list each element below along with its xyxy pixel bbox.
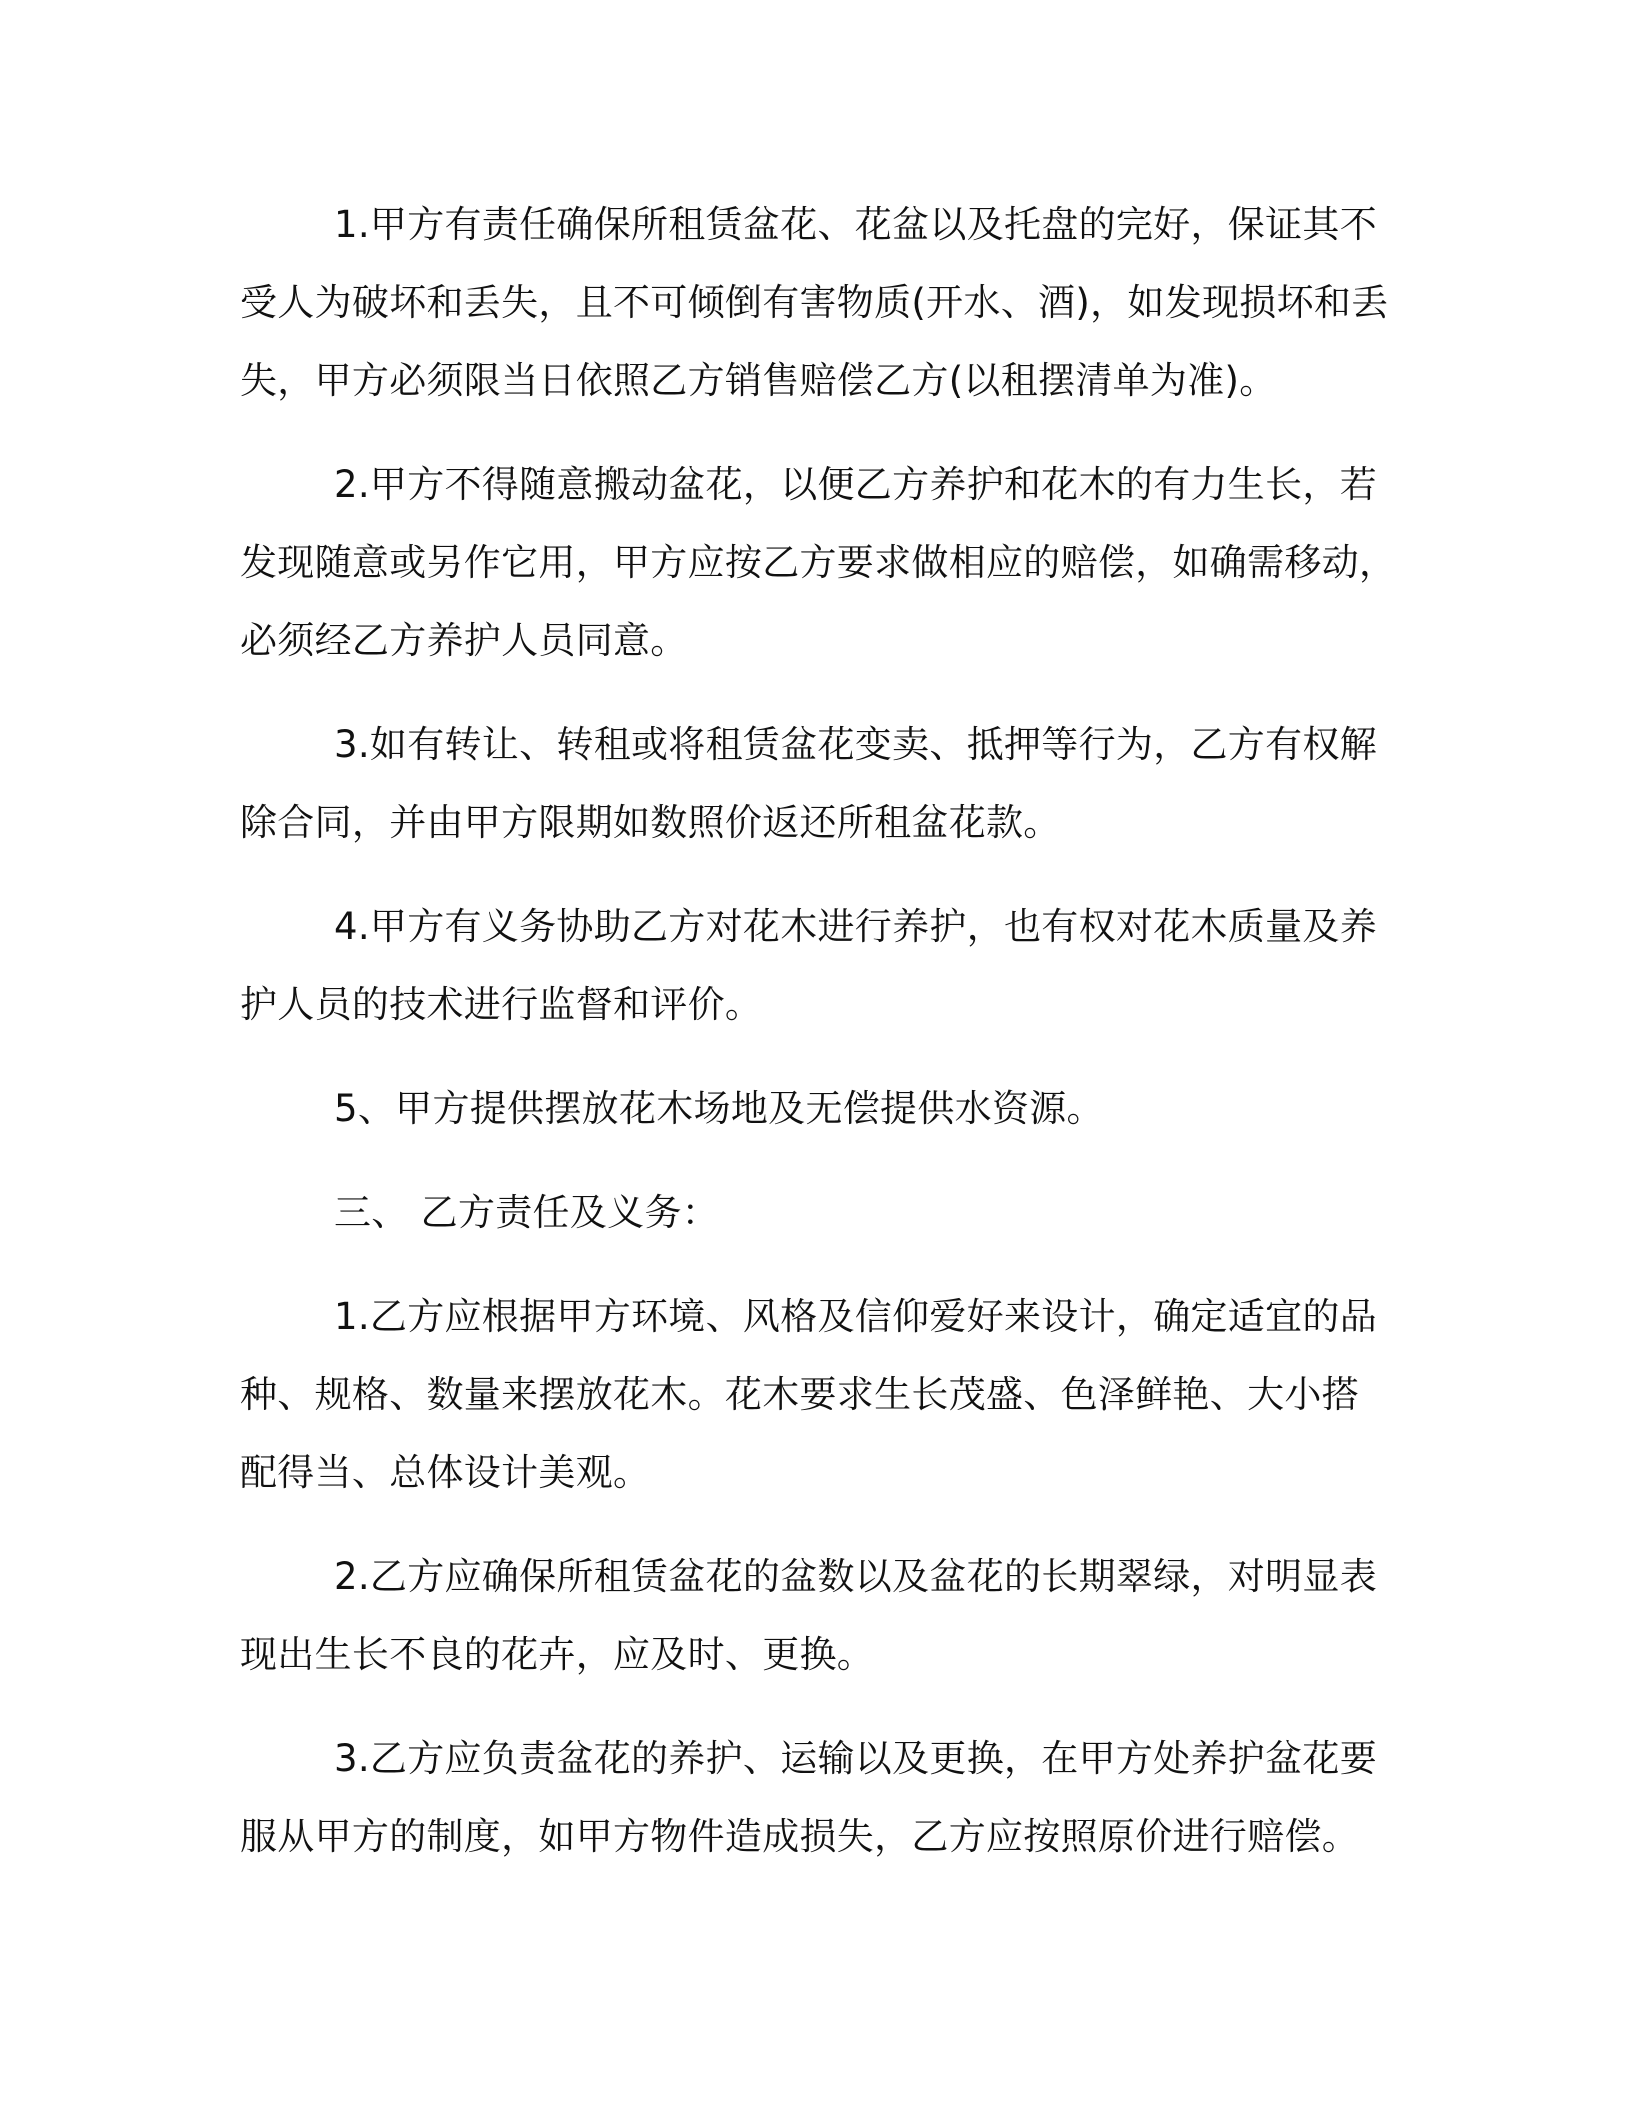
text-line: 5、甲方提供摆放花木场地及无偿提供水资源。 bbox=[334, 1087, 1104, 1130]
text-line: 必须经乙方养护人员同意。 bbox=[240, 619, 688, 662]
text-line: 失，甲方必须限当日依照乙方销售赔偿乙方(以租摆清单为准)。 bbox=[240, 359, 1277, 402]
document-body bbox=[240, 186, 1397, 1902]
text-line: 服从甲方的制度，如甲方物件造成损失，乙方应按照原价进行赔偿。 bbox=[240, 1815, 1359, 1858]
text-line: 除合同，并由甲方限期如数照价返还所租盆花款。 bbox=[240, 801, 1061, 844]
text-line: 3.乙方应负责盆花的养护、运输以及更换，在甲方处养护盆花要 bbox=[334, 1737, 1377, 1780]
text-line: 发现随意或另作它用，甲方应按乙方要求做相应的赔偿，如确需移动， bbox=[240, 541, 1397, 584]
text-line: 护人员的技术进行监督和评价。 bbox=[240, 983, 763, 1026]
paragraph-party-a-duty-1 bbox=[240, 186, 1390, 420]
text-line: 受人为破坏和丢失，且不可倾倒有害物质(开水、酒)，如发现损坏和丢 bbox=[240, 281, 1389, 324]
paragraph-party-a-duty-5 bbox=[240, 1070, 1390, 1148]
paragraph-party-a-duty-4 bbox=[240, 888, 1390, 1044]
text-line: 1.甲方有责任确保所租赁盆花、花盆以及托盘的完好，保证其不 bbox=[334, 203, 1377, 246]
text-line: 配得当、总体设计美观。 bbox=[240, 1451, 651, 1494]
paragraph-party-a-duty-2 bbox=[240, 446, 1397, 680]
text-line: 2.乙方应确保所租赁盆花的盆数以及盆花的长期翠绿，对明显表 bbox=[334, 1555, 1377, 1598]
paragraph-party-b-duty-3 bbox=[240, 1720, 1390, 1876]
paragraph-party-b-duty-2 bbox=[240, 1538, 1390, 1694]
text-line: 2.甲方不得随意搬动盆花，以便乙方养护和花木的有力生长，若 bbox=[334, 463, 1377, 506]
section-heading: 三、 乙方责任及义务： bbox=[334, 1191, 720, 1234]
text-line: 3.如有转让、转租或将租赁盆花变卖、抵押等行为，乙方有权解 bbox=[334, 723, 1377, 766]
text-line: 1.乙方应根据甲方环境、风格及信仰爱好来设计，确定适宜的品 bbox=[334, 1295, 1377, 1338]
paragraph-party-a-duty-3 bbox=[240, 706, 1390, 862]
text-line: 现出生长不良的花卉，应及时、更换。 bbox=[240, 1633, 875, 1676]
paragraph-party-b-duty-1 bbox=[240, 1278, 1390, 1512]
text-line: 4.甲方有义务协助乙方对花木进行养护，也有权对花木质量及养 bbox=[334, 905, 1377, 948]
section-heading-party-b bbox=[240, 1174, 1390, 1252]
text-line: 种、规格、数量来摆放花木。花木要求生长茂盛、色泽鲜艳、大小搭 bbox=[240, 1373, 1359, 1416]
